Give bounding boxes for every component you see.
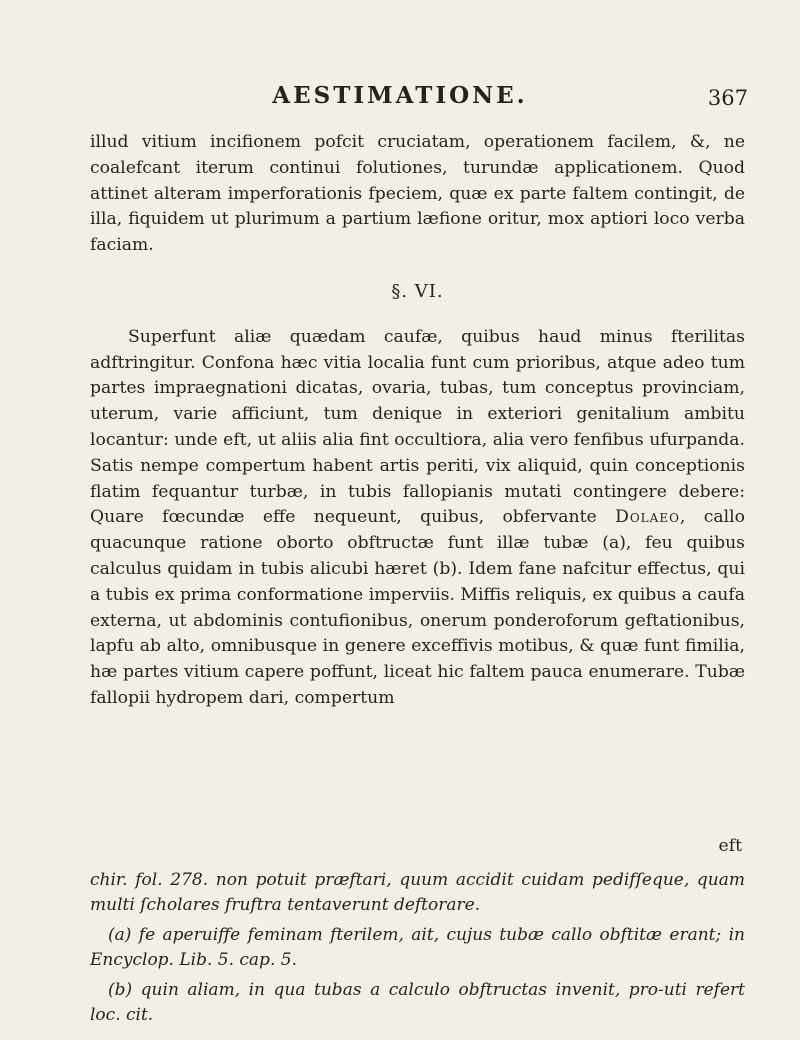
page-number: 367 [707, 86, 748, 110]
main-paragraph-part2: , callo quacunque ratione oborto obftructæ funt illæ tubæ (a), feu quibus calculus quidam in tubis alicubi hæret (b). Idem fane nafcitur effectus, qui a tubis ex prima conformatione imperviis. Miffis reliquis, ex quibus a caufa externa, ut abdominis contufionibus, onerum ponderoforum geftationibus, lapfu ab alto, omnibusque in genere exceffivis motibus, & quæ funt fimilia, hæ partes vitium capere poffunt, liceat hic faltem pauca enumerare. Tubæ fallopii hydropem dari, compertum [90, 507, 745, 708]
main-paragraph-part1: Superfunt aliæ quædam caufæ, quibus haud minus fterilitas adftringitur. Confona hæc vitia localia funt cum prioribus, atque adeo tum partes impraegnationi dicatas, ovaria, tubas, tum conceptus provinciam, uterum, varie afficiunt, tum denique in exteriori genitalium ambitu locantur: unde eft, ut aliis alia fint occultiora, alia vero fenfibus ufurpanda. Satis nempe compertum habent artis periti, vix aliquid, quin conceptionis flatim fequantur turbæ, in tubis fallopianis mutati contingere debere: Quare fœcundæ effe nequeunt, quibus, obfervante [90, 326, 745, 528]
body-text [90, 130, 745, 712]
running-head [0, 78, 800, 118]
author-name: Dolaeo [615, 507, 680, 528]
footnote-a: (a) fe aperuiffe feminam fterilem, ait, cujus tubæ callo obftitæ erant; in Encyclop. Lib. 5. cap. 5. [90, 925, 745, 970]
footnote-continuation: chir. fol. 278. non potuit præftari, quum accidit cuidam pedifſeque, quam multi ſcholares fruftra tentaverunt deftorare. [90, 870, 745, 915]
running-title: AESTIMATIONE. [272, 82, 528, 109]
section-heading: §. VI. [391, 280, 444, 302]
footnote-b: (b) quin aliam, in qua tubas a calculo obftructas invenit, pro-uti refert loc. cit. [90, 980, 745, 1025]
footnotes [90, 868, 745, 1033]
opening-paragraph: illud vitium incifionem pofcit cruciatam, operationem facilem, &, ne coalefcant iterum continui folutiones, turundæ applicationem. Quod attinet alteram imperforationis fpeciem, quæ ex parte faltem contingit, de illa, fiquidem ut plurimum a partium læfione oritur, mox aptiori loco verba faciam. [90, 132, 745, 256]
main-paragraph [90, 325, 745, 712]
catchword: eft [718, 836, 742, 856]
